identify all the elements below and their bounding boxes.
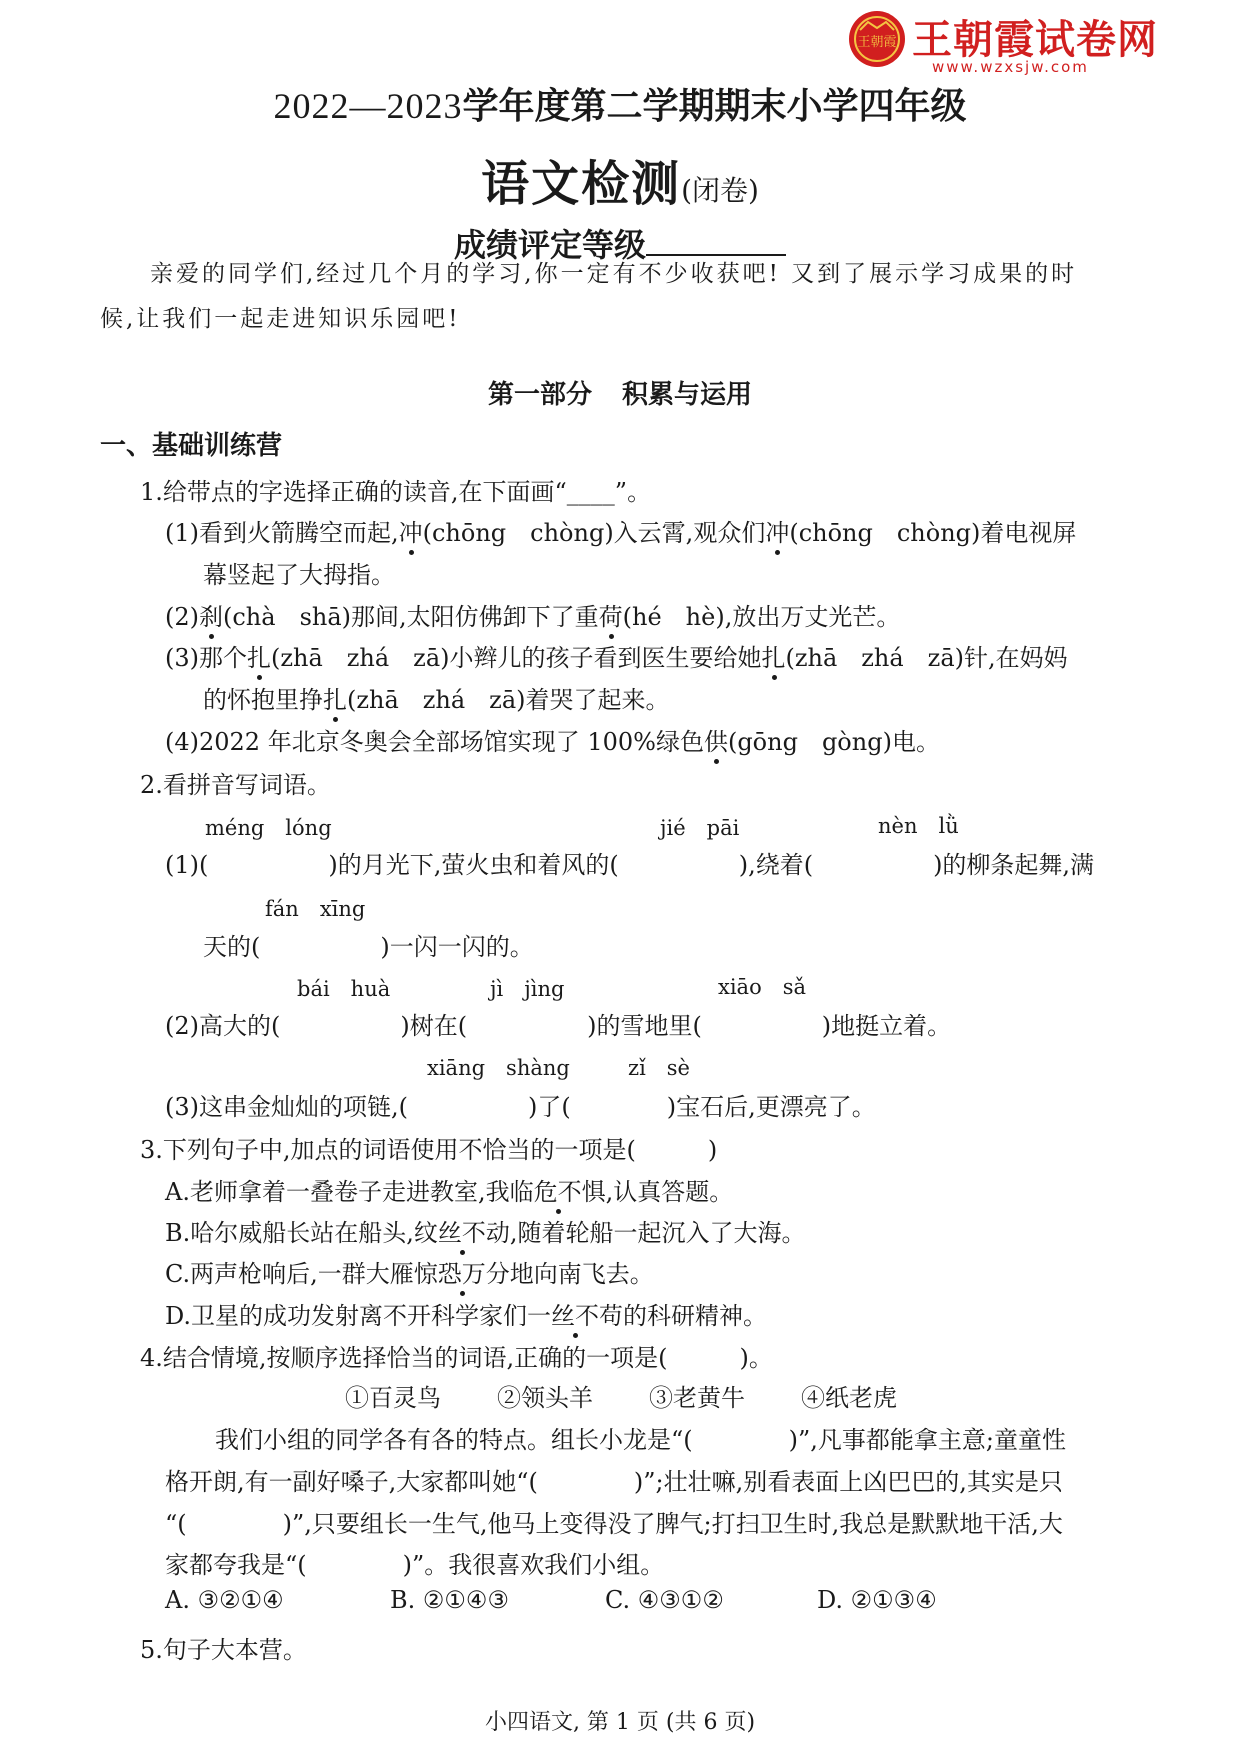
- q4-choice: ①百灵鸟: [345, 1384, 441, 1412]
- q2-pinyin: zǐ sè: [628, 1056, 690, 1080]
- q2-line-3: (3)这串金灿灿的项链,( )了( )宝石后,更漂亮了。: [165, 1093, 876, 1121]
- q4-option-a: A. ③②①④: [165, 1586, 284, 1614]
- q2-pinyin: fán xīng: [265, 897, 366, 921]
- q4-choice: ②领头羊: [497, 1384, 593, 1412]
- subject-title: 语文检测: [481, 156, 682, 212]
- part-title: 第一部分: [487, 380, 592, 410]
- paper-type: (闭卷): [681, 174, 759, 207]
- q3-stem: 3.下列句子中,加点的词语使用不恰当的一项是( ): [140, 1136, 718, 1164]
- q2-pinyin: jié pāi: [660, 816, 740, 840]
- q2-pinyin: xiāo sǎ: [718, 975, 807, 999]
- intro-line-1: 亲爱的同学们,经过几个月的学习,你一定有不少收获吧! 又到了展示学习成果的时: [150, 261, 1078, 287]
- q4-choices: [345, 1378, 953, 1413]
- section-heading: 一、基础训练营: [100, 431, 283, 461]
- q4-choice: ④纸老虎: [801, 1384, 897, 1412]
- site-logo: [848, 8, 1228, 78]
- q4-choice: ③老黄牛: [649, 1384, 745, 1412]
- grade-blank[interactable]: [646, 224, 786, 256]
- q2-pinyin: bái huà: [297, 977, 391, 1001]
- q4-option-d: D. ②①③④: [817, 1586, 937, 1614]
- exam-title-rest: 学年度第二学期期末小学四年级: [462, 86, 967, 127]
- grade-label: 成绩评定等级: [453, 226, 646, 264]
- exam-title: [0, 78, 1240, 129]
- q4-stem: 4.结合情境,按顺序选择恰当的词语,正确的一项是( )。: [140, 1344, 773, 1372]
- q2-line-1: (1)( )的月光下,萤火虫和着风的( ),绕着( )的柳条起舞,满: [165, 851, 1095, 879]
- q3-option-c: C.两声枪响后,一群大雁惊恐万分地向南飞去。: [165, 1260, 654, 1288]
- q2-line-1-cont: 天的( )一闪一闪的。: [203, 933, 534, 961]
- q3-option-a: A.老师拿着一叠卷子走进教室,我临危不惧,认真答题。: [165, 1178, 734, 1206]
- q4-passage-4: 家都夸我是“( )”。我很喜欢我们小组。: [165, 1551, 665, 1579]
- q5-stem: 5.句子大本营。: [140, 1636, 307, 1664]
- q1-item-4: (4)2022 年北京冬奥会全部场馆实现了 100%绿色供(gōng gòng)电。: [165, 728, 940, 756]
- logo-emblem-icon: [848, 10, 906, 68]
- q1-item-3: (3)那个扎(zhā zhá zā)小辫儿的孩子看到医生要给她扎(zhā zhá zā)针,在妈妈: [165, 644, 1068, 672]
- svg-text:王朝霞: 王朝霞: [857, 35, 897, 50]
- q2-pinyin: xiāng shàng: [427, 1056, 570, 1080]
- exam-year: 2022—2023: [273, 86, 463, 126]
- logo-name: 王朝霞试卷网: [912, 17, 1158, 63]
- part-heading: [0, 374, 1240, 411]
- logo-url: www.wzxsjw.com: [932, 58, 1089, 76]
- q1-item-2: (2)刹(chà shā)那间,太阳仿佛卸下了重荷(hé hè),放出万丈光芒。: [165, 603, 901, 631]
- q1-item-1: (1)看到火箭腾空而起,冲(chōng chòng)入云霄,观众们冲(chōng chòng)着电视屏: [165, 519, 1077, 547]
- q1-item-3-cont: 的怀抱里挣扎(zhā zhá zā)着哭了起来。: [203, 686, 670, 714]
- intro-line-2: 候,让我们一起走进知识乐园吧!: [100, 306, 461, 332]
- q4-option-c: C. ④③①②: [605, 1586, 724, 1614]
- q4-option-b: B. ②①④③: [390, 1586, 509, 1614]
- q4-passage-1: 我们小组的同学各有各的特点。组长小龙是“( )”,凡事都能拿主意;童童性: [215, 1426, 1066, 1454]
- q2-pinyin: jì jìng: [490, 977, 565, 1001]
- q2-stem: 2.看拼音写词语。: [140, 771, 331, 799]
- q2-pinyin: méng lóng: [205, 816, 332, 840]
- q2-line-2: (2)高大的( )树在( )的雪地里( )地挺立着。: [165, 1012, 952, 1040]
- part-subtitle: 积累与运用: [622, 380, 753, 410]
- q4-passage-3: “( )”,只要组长一生气,他马上变得没了脾气;打扫卫生时,我总是默默地干活,大: [165, 1510, 1063, 1538]
- exam-subject: [0, 145, 1240, 214]
- q2-pinyin: nèn lǜ: [878, 814, 959, 838]
- q1-item-1-cont: 幕竖起了大拇指。: [203, 561, 395, 589]
- page-footer: 小四语文, 第 1 页 (共 6 页): [484, 1710, 756, 1735]
- q3-option-d: D.卫星的成功发射离不开科学家们一丝不苟的科研精神。: [165, 1302, 768, 1330]
- q1-stem: 1.给带点的字选择正确的读音,在下面画“____”。: [140, 478, 652, 506]
- q3-option-b: B.哈尔威船长站在船头,纹丝不动,随着轮船一起沉入了大海。: [165, 1219, 806, 1247]
- q4-passage-2: 格开朗,有一副好嗓子,大家都叫她“( )”;壮壮嘛,别看表面上凶巴巴的,其实是只: [165, 1468, 1063, 1496]
